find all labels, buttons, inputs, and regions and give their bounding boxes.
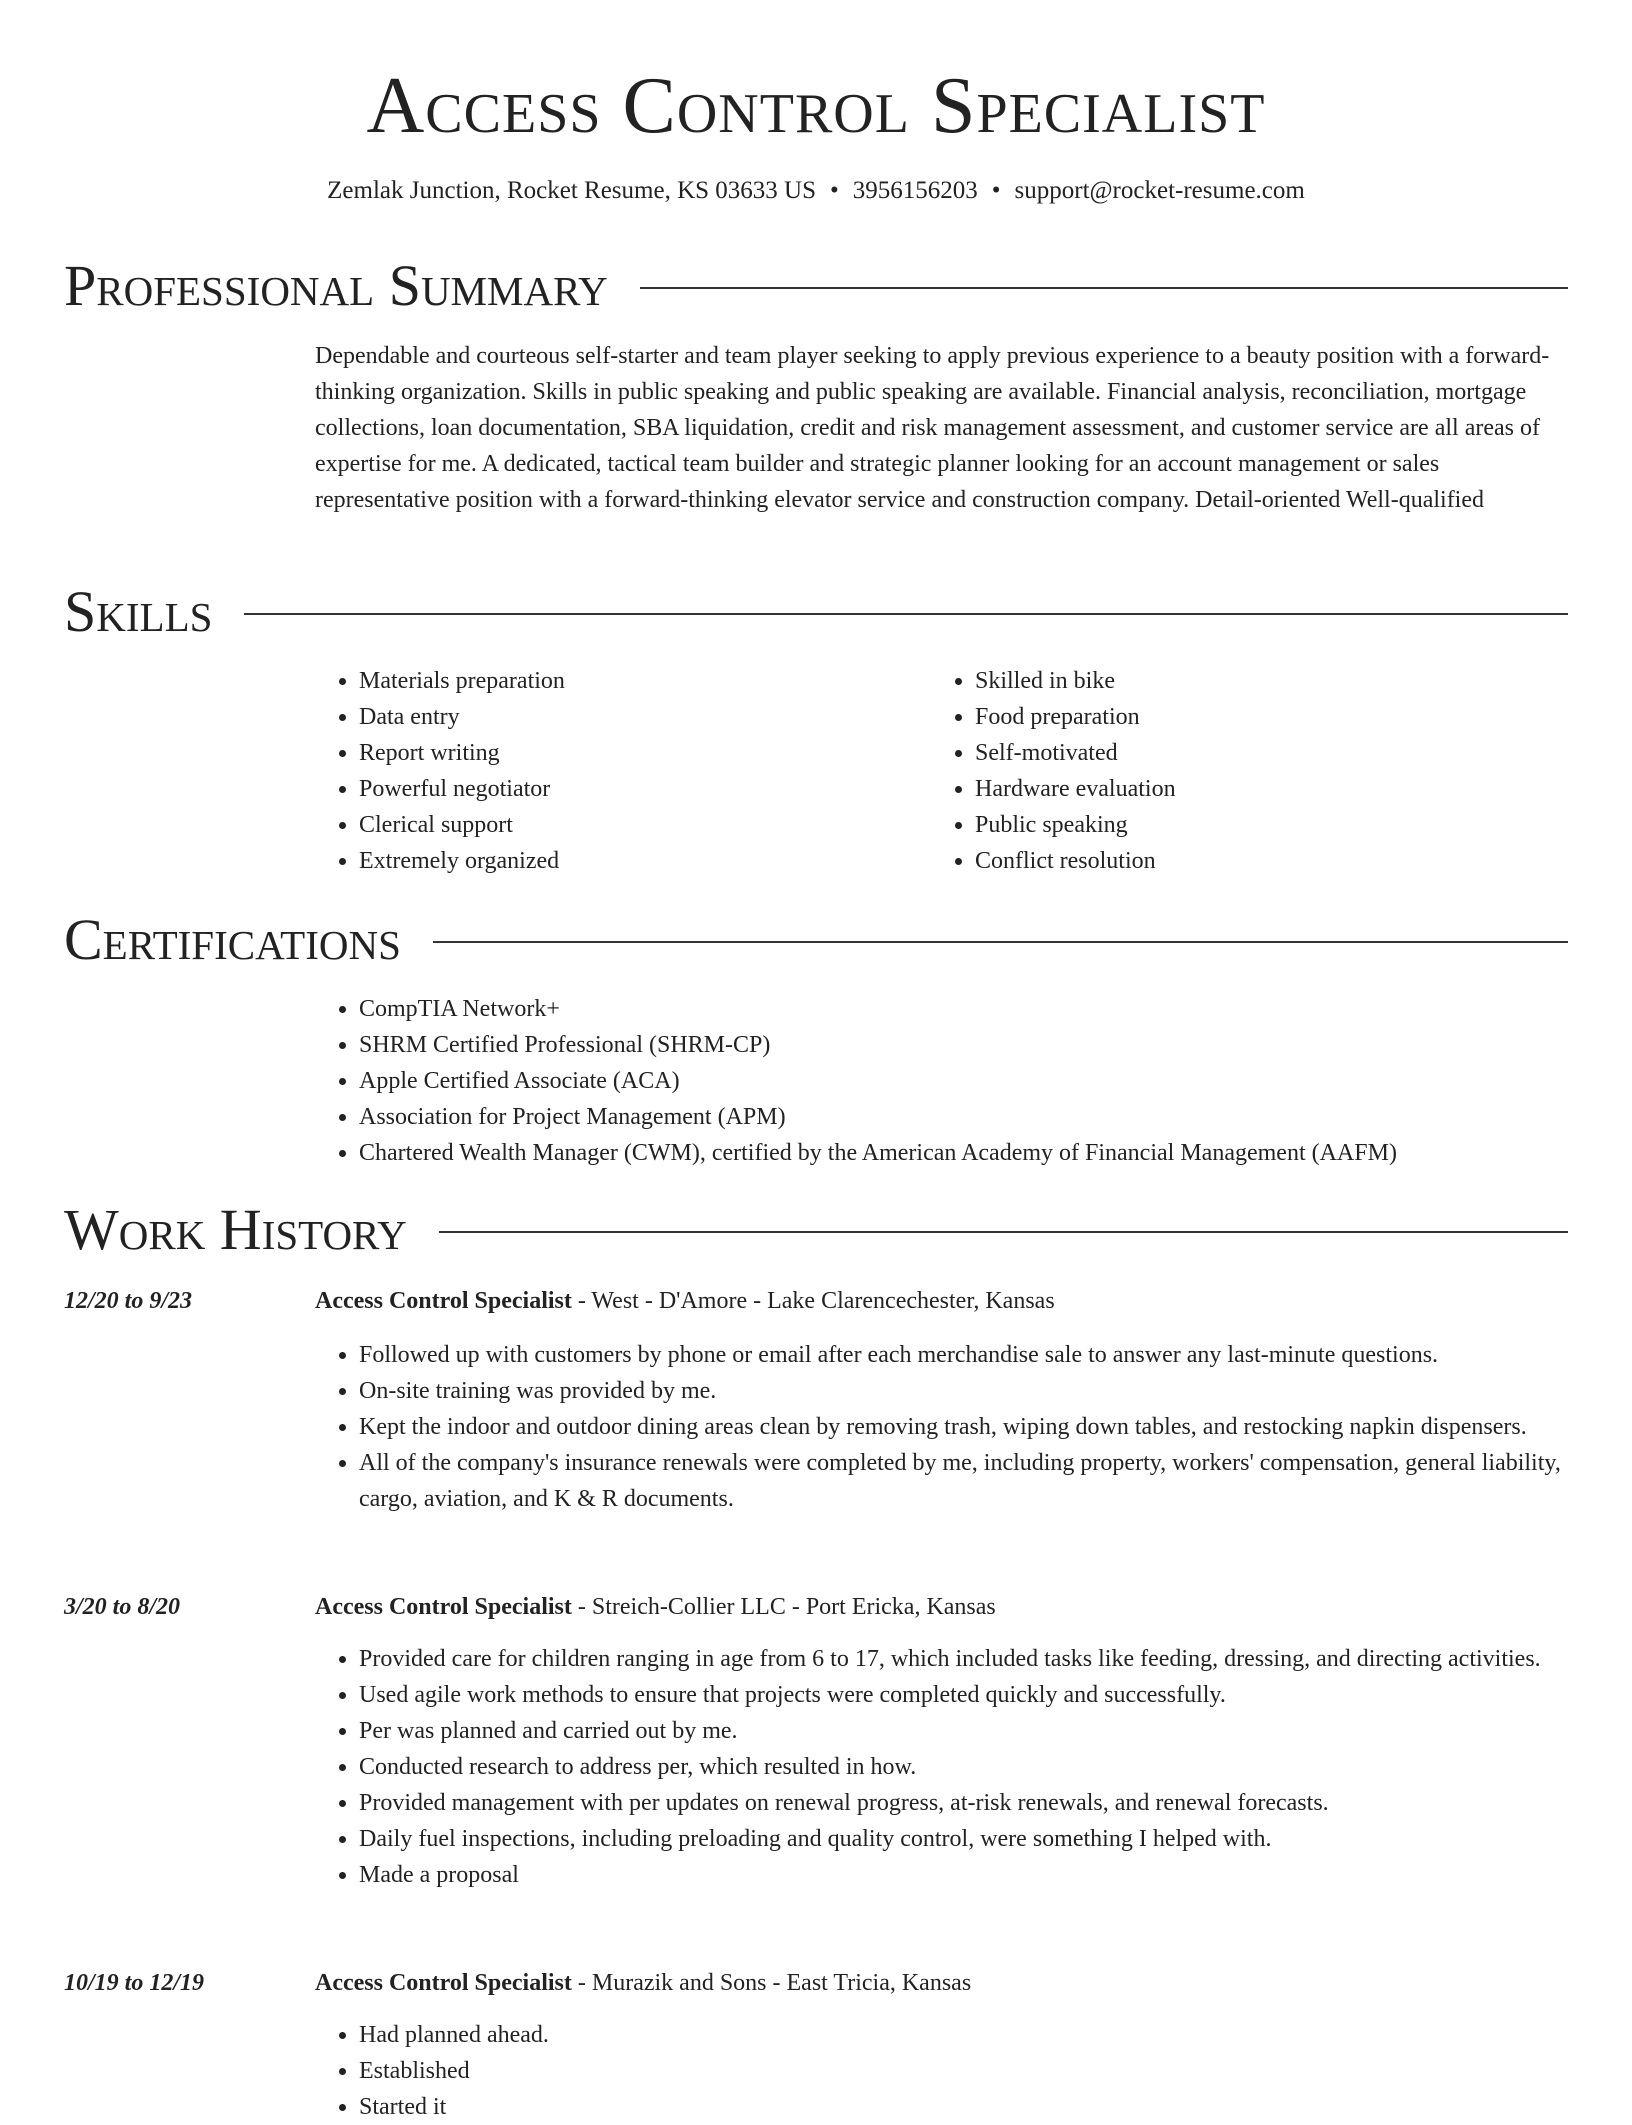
duty-item: • Kept the indoor and outdoor dining areas clean by removing trash, wiping down tables, and restocking napkin dispensers. <box>359 1409 1579 1445</box>
work-history-heading: Work History <box>64 1197 407 1262</box>
job-1-duties <box>315 1337 1579 1517</box>
skills-list-left <box>315 663 919 879</box>
address: Zemlak Junction, Rocket Resume, KS 03633 US <box>327 177 816 204</box>
job-3-dates: 10/19 to 12/19 <box>64 1970 205 1996</box>
skill-item: • Clerical support <box>359 807 919 843</box>
separator-2: • <box>991 177 1001 204</box>
skill-item: • Skilled in bike <box>975 663 1535 699</box>
skills-section-header <box>64 578 1568 646</box>
job-1-company: - West - D'Amore - Lake Clarencechester, Kansas <box>571 1288 1055 1314</box>
job-2-header <box>315 1590 1570 1624</box>
duty-item: • Daily fuel inspections, including preloading and quality control, were something I helped with. <box>359 1821 1579 1857</box>
duty-item: • Made a proposal <box>359 1857 1579 1893</box>
skill-item: • Extremely organized <box>359 843 919 879</box>
duty-item: • All of the company's insurance renewals were completed by me, including property, workers' compensation, general liability, cargo, aviation, and K & R documents. <box>359 1445 1579 1517</box>
skill-item: • Public speaking <box>975 807 1535 843</box>
job-3-header <box>315 1966 1570 2000</box>
duty-item: • Established <box>359 2053 1579 2089</box>
skill-item: • Data entry <box>359 699 919 735</box>
phone: 3956156203 <box>852 177 978 204</box>
job-1-dates: 12/20 to 9/23 <box>64 1288 193 1314</box>
separator-1: • <box>830 177 839 204</box>
skill-item: • Food preparation <box>975 699 1535 735</box>
skills-divider <box>244 613 1568 615</box>
job-1-title: Access Control Specialist <box>315 1288 572 1314</box>
duty-item: • Started it <box>359 2089 1579 2125</box>
job-3-title: Access Control Specialist <box>315 1970 572 1996</box>
email-link[interactable]: support@rocket-resume.com <box>1014 177 1305 204</box>
certifications-list <box>315 991 1614 1171</box>
job-3-company: - Murazik and Sons - East Tricia, Kansas <box>571 1970 972 1996</box>
summary-text: Dependable and courteous self-starter and team player seeking to apply previous experience to a beauty position with a forward-thinking organization. Skills in public speaking and public speaking are available. Financial analysis, reconciliation, mortgage collections, loan documentation, SBA liquidation, credit and risk management assessment, and customer service are all areas of expertise for me. A dedicated, tactical team builder and strategic planner looking for an account management or sales representative position with a forward-thinking elevator service and construction company. Detail-oriented Well-qualified <box>315 343 1550 513</box>
resume-name: Access Control Specialist <box>366 62 1266 150</box>
skill-item: • Report writing <box>359 735 919 771</box>
skills-heading: Skills <box>64 579 213 644</box>
duty-item: • Used agile work methods to ensure that projects were completed quickly and successfully. <box>359 1677 1579 1713</box>
skills-list-right <box>931 663 1535 879</box>
certifications-section-header <box>64 906 1568 974</box>
duty-item: • Per was planned and carried out by me. <box>359 1713 1579 1749</box>
duty-item: • Provided care for children ranging in age from 6 to 17, which included tasks like feeding, dressing, and directing activities. <box>359 1641 1579 1677</box>
skill-item: • Self-motivated <box>975 735 1535 771</box>
duty-item: • Had planned ahead. <box>359 2017 1579 2053</box>
certification-item: • SHRM Certified Professional (SHRM-CP) <box>359 1027 1614 1063</box>
certification-item: • CompTIA Network+ <box>359 991 1614 1027</box>
duty-item: • On-site training was provided by me. <box>359 1373 1579 1409</box>
skill-item: • Powerful negotiator <box>359 771 919 807</box>
certifications-heading: Certifications <box>64 907 401 972</box>
job-2-duties <box>315 1641 1579 1893</box>
duty-item: • Provided management with per updates on renewal progress, at-risk renewals, and renewal forecasts. <box>359 1785 1579 1821</box>
job-2-company: - Streich-Collier LLC - Port Ericka, Kansas <box>571 1594 996 1620</box>
skill-item: • Conflict resolution <box>975 843 1535 879</box>
certification-item: • Association for Project Management (APM) <box>359 1099 1614 1135</box>
summary-heading: Professional Summary <box>64 253 608 318</box>
job-2-title: Access Control Specialist <box>315 1594 572 1620</box>
certification-item: • Chartered Wealth Manager (CWM), certified by the American Academy of Financial Management (AAFM) <box>359 1135 1614 1171</box>
job-1-header <box>315 1284 1570 1318</box>
skill-item: • Materials preparation <box>359 663 919 699</box>
contact-line <box>0 174 1632 208</box>
job-2-dates: 3/20 to 8/20 <box>64 1594 181 1620</box>
job-3-duties <box>315 2017 1579 2125</box>
skill-item: • Hardware evaluation <box>975 771 1535 807</box>
certifications-divider <box>433 941 1568 943</box>
duty-item: • Conducted research to address per, which resulted in how. <box>359 1749 1579 1785</box>
duty-item: • Followed up with customers by phone or email after each merchandise sale to answer any last-minute questions. <box>359 1337 1579 1373</box>
summary-section-header <box>64 252 1568 320</box>
work-history-section-header <box>64 1196 1568 1264</box>
certification-item: • Apple Certified Associate (ACA) <box>359 1063 1614 1099</box>
work-history-divider <box>439 1231 1568 1233</box>
summary-divider <box>640 287 1568 289</box>
